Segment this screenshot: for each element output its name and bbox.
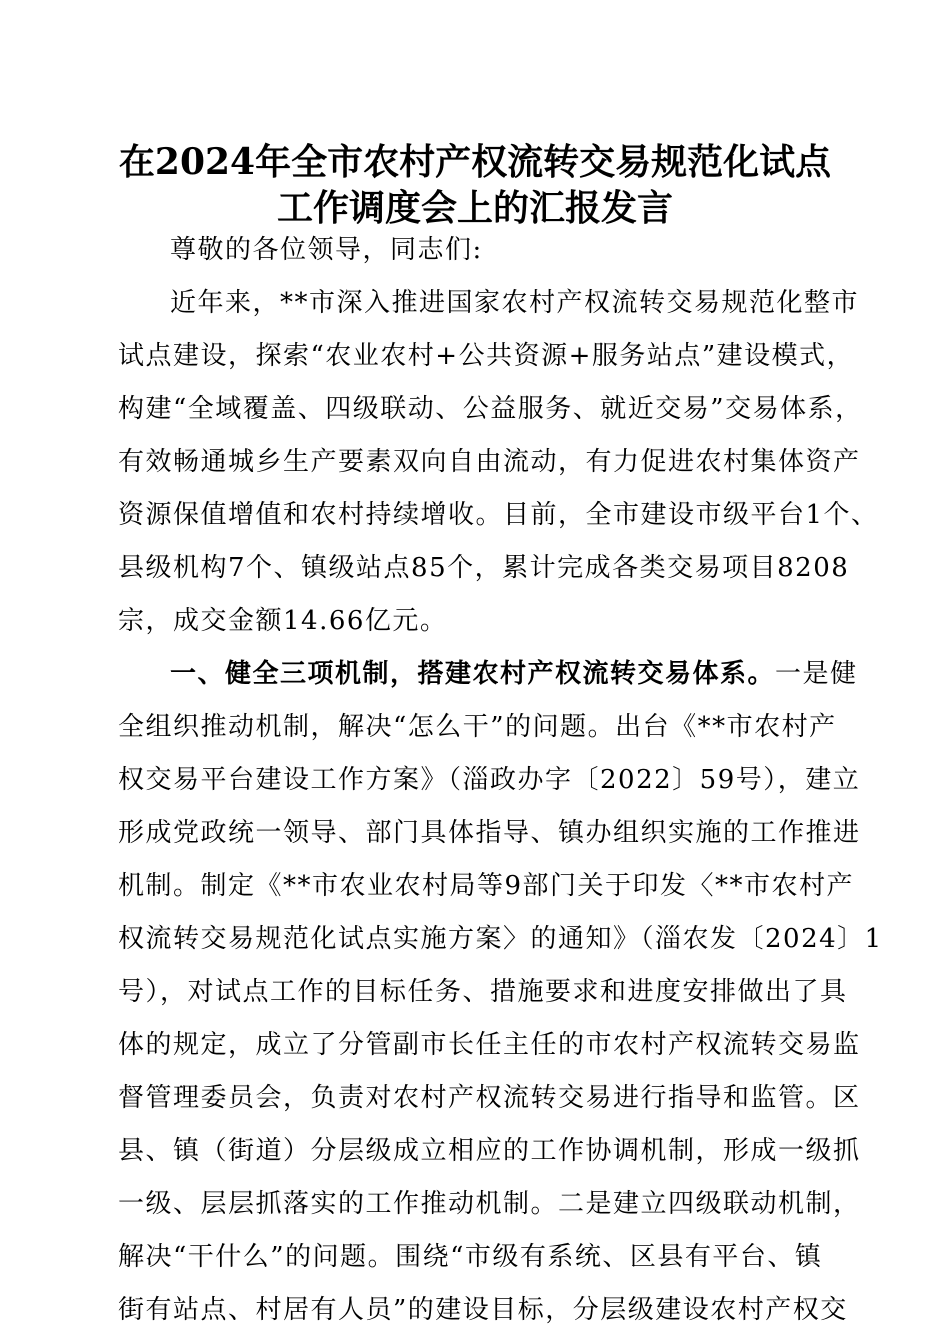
paragraph-line: 权流转交易规范化试点实施方案〉的通知》（淄农发〔2024〕1 xyxy=(118,924,883,954)
paragraph-line: 资源保值增值和农村持续增收。目前，全市建设市级平台1个、 xyxy=(118,500,879,530)
paragraph-line: 形成党政统一领导、部门具体指导、镇办组织实施的工作推进 xyxy=(118,818,861,848)
paragraph-line: 体的规定，成立了分管副市长任主任的市农村产权流转交易监 xyxy=(118,1030,861,1060)
document-title-line-2: 工作调度会上的汇报发言 xyxy=(276,187,673,229)
section-1-first-line-text: 一是健 xyxy=(775,659,858,689)
salutation: 尊敬的各位领导，同志们: xyxy=(170,235,483,265)
document-title-line-1: 在2024年全市农村产权流转交易规范化试点 xyxy=(118,141,832,183)
paragraph-line: 宗，成交金额14.66亿元。 xyxy=(118,606,448,636)
paragraph-line: 权交易平台建设工作方案》（淄政办字〔2022〕59号），建立 xyxy=(118,765,861,795)
section-1-first-line xyxy=(170,654,858,694)
paragraph-line: 街有站点、村居有人员”的建设目标，分层级建设农村产权交 xyxy=(118,1295,848,1325)
paragraph-line: 县、镇（街道）分层级成立相应的工作协调机制，形成一级抓 xyxy=(118,1136,861,1166)
paragraph-line: 一级、层层抓落实的工作推动机制。二是建立四级联动机制， xyxy=(118,1189,861,1219)
paragraph-line: 构建“全域覆盖、四级联动、公益服务、就近交易”交易体系， xyxy=(118,394,863,424)
paragraph-line: 近年来，**市深入推进国家农村产权流转交易规范化整市 xyxy=(170,288,860,318)
paragraph-line: 号），对试点工作的目标任务、措施要求和进度安排做出了具 xyxy=(118,977,848,1007)
paragraph-line: 解决“干什么”的问题。围绕“市级有系统、区县有平台、镇 xyxy=(118,1242,823,1272)
paragraph-line: 机制。制定《**市农业农村局等9部门关于印发〈**市农村产 xyxy=(118,871,855,901)
paragraph-line: 试点建设，探索“农业农村+公共资源+服务站点”建设模式， xyxy=(118,341,855,371)
paragraph-line: 县级机构7个、镇级站点85个，累计完成各类交易项目8208 xyxy=(118,553,850,583)
section-1-heading: 一、健全三项机制，搭建农村产权流转交易体系。 xyxy=(170,659,776,689)
paragraph-line: 有效畅通城乡生产要素双向自由流动，有力促进农村集体资产 xyxy=(118,447,861,477)
paragraph-line: 全组织推动机制，解决“怎么干”的问题。出台《**市农村产 xyxy=(118,712,837,742)
paragraph-line: 督管理委员会，负责对农村产权流转交易进行指导和监管。区 xyxy=(118,1083,861,1113)
